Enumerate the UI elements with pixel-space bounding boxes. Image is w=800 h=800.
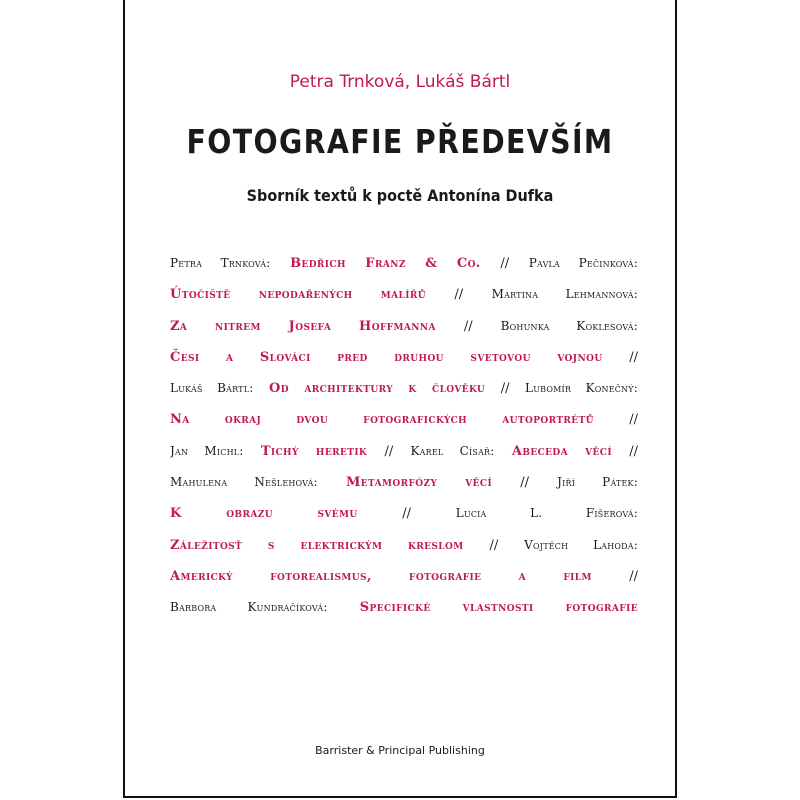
entry-author: Barbora Kundračíková: xyxy=(170,600,328,615)
contents-line xyxy=(170,246,638,277)
contents-line xyxy=(170,590,638,621)
entry-author: Martina Lehmannová: xyxy=(491,287,638,302)
entry-author: Lukáš Bártl: xyxy=(170,381,254,396)
entry-author: Bohunka Koklesová: xyxy=(500,318,638,333)
entry-author: Karel Císař: xyxy=(410,443,495,458)
publisher-name: Barrister & Principal Publishing xyxy=(315,744,485,757)
entry-separator: // xyxy=(402,506,412,522)
entry-separator: // xyxy=(500,256,510,271)
contents-line xyxy=(170,528,638,559)
cover-title: FOTOGRAFIE PŘEDEVŠÍM xyxy=(186,122,614,161)
contents-line xyxy=(170,277,638,308)
entry-separator: // xyxy=(500,381,510,397)
entry-separator: // xyxy=(489,537,499,553)
entry-title: Americký fotorealismus, fotografie a film xyxy=(170,568,592,584)
contents-list xyxy=(170,246,638,622)
contents-line xyxy=(170,465,638,496)
entry-author: Pavla Pečinková: xyxy=(528,256,638,270)
entry-separator: // xyxy=(454,287,464,303)
entry-author: Vojtěch Lahoda: xyxy=(524,537,638,552)
entry-title: Česi a Slováci pred druhou svetovou vojnou xyxy=(170,349,603,365)
entry-title: Na okraj dvou fotografických autoportrétů xyxy=(170,412,594,428)
contents-line xyxy=(170,371,638,402)
entry-separator: // xyxy=(629,349,638,365)
entry-title: Metamorfózy věcí xyxy=(345,475,493,491)
book-cover xyxy=(123,0,677,798)
entry-title: Specifické vlastnosti fotografie xyxy=(359,600,638,616)
contents-line xyxy=(170,496,638,527)
contents-line xyxy=(170,559,638,590)
entry-separator: // xyxy=(520,475,529,491)
contents-line xyxy=(170,309,638,340)
entry-separator: // xyxy=(629,443,638,459)
entry-title: Záležitosť s elektrickým kreslom xyxy=(170,537,464,553)
entry-title: Tichý heretik xyxy=(260,443,368,459)
entry-author: Lubomír Konečný: xyxy=(525,381,638,396)
contents-line xyxy=(170,402,638,433)
entry-separator: // xyxy=(629,568,638,584)
cover-authors: Petra Trnková, Lukáš Bártl xyxy=(289,72,511,92)
entry-title: Útočiště nepodařených malířů xyxy=(170,287,426,303)
entry-title: Bedřich Franz & Co. xyxy=(290,256,481,271)
entry-separator: // xyxy=(384,443,394,459)
cover-subtitle: Sborník textů k poctě Antonína Dufka xyxy=(246,186,554,205)
entry-title: K obrazu svému xyxy=(170,506,358,522)
contents-line xyxy=(170,434,638,465)
entry-separator: // xyxy=(463,318,473,334)
contents-line xyxy=(170,340,638,371)
entry-separator: // xyxy=(629,412,638,428)
entry-title: Od architektury k člověku xyxy=(269,381,486,397)
entry-author: Petra Trnková: xyxy=(170,256,271,270)
entry-author: Jan Michl: xyxy=(170,443,244,458)
entry-author: Mahulena Nešlehová: xyxy=(170,475,318,490)
entry-title: Abeceda věcí xyxy=(511,443,612,459)
entry-title: Za nitrem Josefa Hoffmanna xyxy=(170,318,436,334)
entry-author: Lucia L. Fišerová: xyxy=(455,506,638,521)
entry-author: Jiří Pátek: xyxy=(557,475,638,490)
